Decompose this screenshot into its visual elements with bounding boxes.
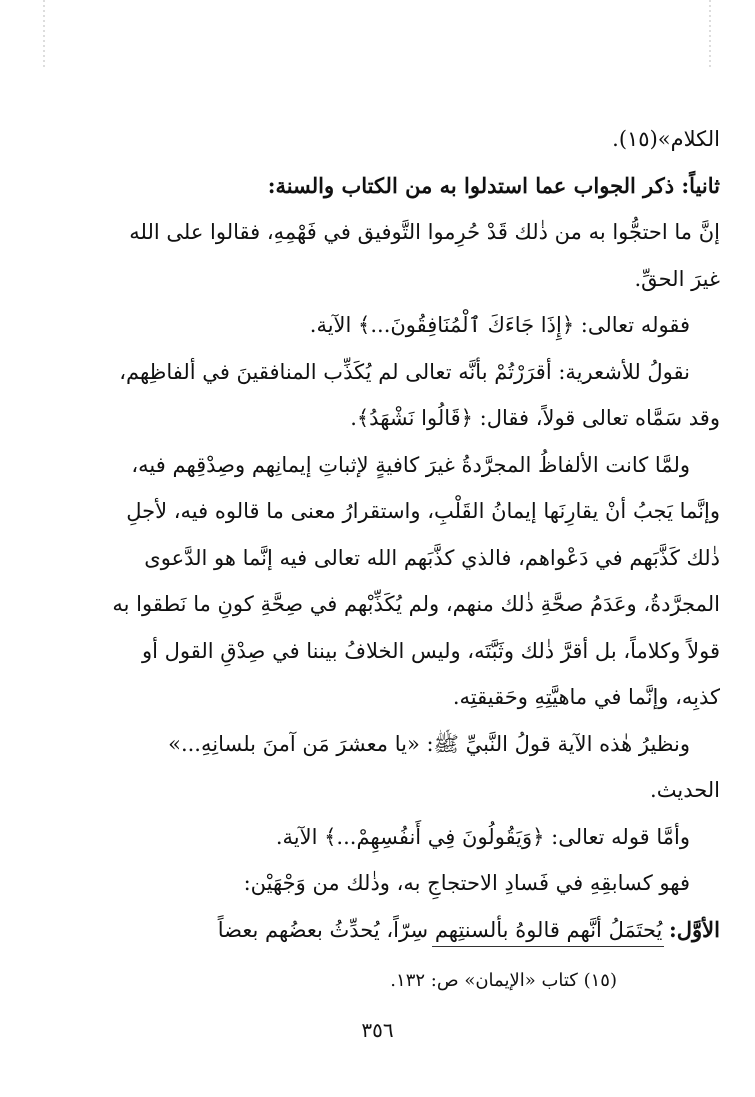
text-line: وإنَّما يَجبُ أنْ يقارِنَها إيمانُ القَلْبِ، واستقرارُ معنى ما قالوه فيه، لأجلِ — [126, 499, 720, 523]
footnote: (١٥) كتاب «الإيمان» ص: ١٣٢. — [390, 970, 617, 991]
text-line: الحديث. — [650, 778, 720, 802]
section-heading: ثانياً: ذكر الجواب عما استدلوا به من الكتاب والسنة: — [267, 172, 720, 198]
text-line: كذبِه، وإنَّما في ماهيَّتِهِ وحَقيقتِه. — [452, 685, 720, 709]
page-number: ٣٥٦ — [361, 1018, 394, 1042]
text-line: ولمَّا كانت الألفاظُ المجرَّدةُ غيرَ كافيةٍ لإثباتِ إيمانِهم وصِدْقِهم فيه، — [131, 452, 690, 477]
text-line: قولاً وكلاماً، بل أقرَّ ذٰلك وثَبَّتَه، وليس الخلافُ بيننا في صِدْقِ القول أو — [141, 638, 720, 663]
hadith-quote-line: ونظيرُ هٰذه الآية قولُ النَّبيِّ ﷺ: «يا معشرَ مَن آمنَ بلسانِهِ...» — [168, 731, 690, 756]
quran-quote-line: فقوله تعالى: ﴿إِذَا جَاءَكَ ٱلْمُنَافِقُونَ...﴾ الآية. — [309, 313, 690, 337]
quran-quote-line: وأمَّا قوله تعالى: ﴿وَيَقُولُونَ فِي أَنفُسِهِمْ...﴾ الآية. — [275, 824, 690, 849]
point-label: الأوَّل: — [669, 916, 720, 942]
body-text — [30, 116, 720, 953]
footnote-divider — [432, 946, 664, 947]
text-line: وقد سَمَّاه تعالى قولاً، فقال: ﴿قَالُوا نَشْهَدُ﴾. — [350, 406, 720, 430]
text-line: غيرَ الحقِّ. — [634, 266, 720, 291]
text-line: نقولُ للأشعرية: أقرَرْتُمْ بأنَّه تعالى لم يُكَذِّب المنافقينَ في ألفاظِهم، — [119, 359, 690, 384]
text-line: المجرَّدةُ، وعَدَمُ صحَّةِ ذٰلك منهم، ولم يُكَذِّبْهم في صِحَّةِ كونِ ما نَطقوا به — [112, 592, 720, 616]
text-line: ذٰلك كَذَّبَهم في دَعْواهم، فالذي كذَّبَهم الله تعالى فيه إنَّما هو الدَّعوى — [144, 545, 720, 570]
point-text: يُحتَمَلُ أنَّهم قالوهُ بألسنتِهم سِرّاً، يُحدِّثُ بعضُهم بعضاً — [217, 917, 670, 942]
text-line: الكلام»(١٥). — [612, 127, 720, 151]
text-line: إنَّ ما احتجُّوا به من ذٰلك قَدْ حُرِموا التَّوفيق في فَهْمِهِ، فقالوا على الله — [129, 220, 720, 244]
text-line: فهو كسابقِهِ في فَسادِ الاحتجاجِ به، وذٰلك من وَجْهَيْن: — [243, 871, 690, 895]
